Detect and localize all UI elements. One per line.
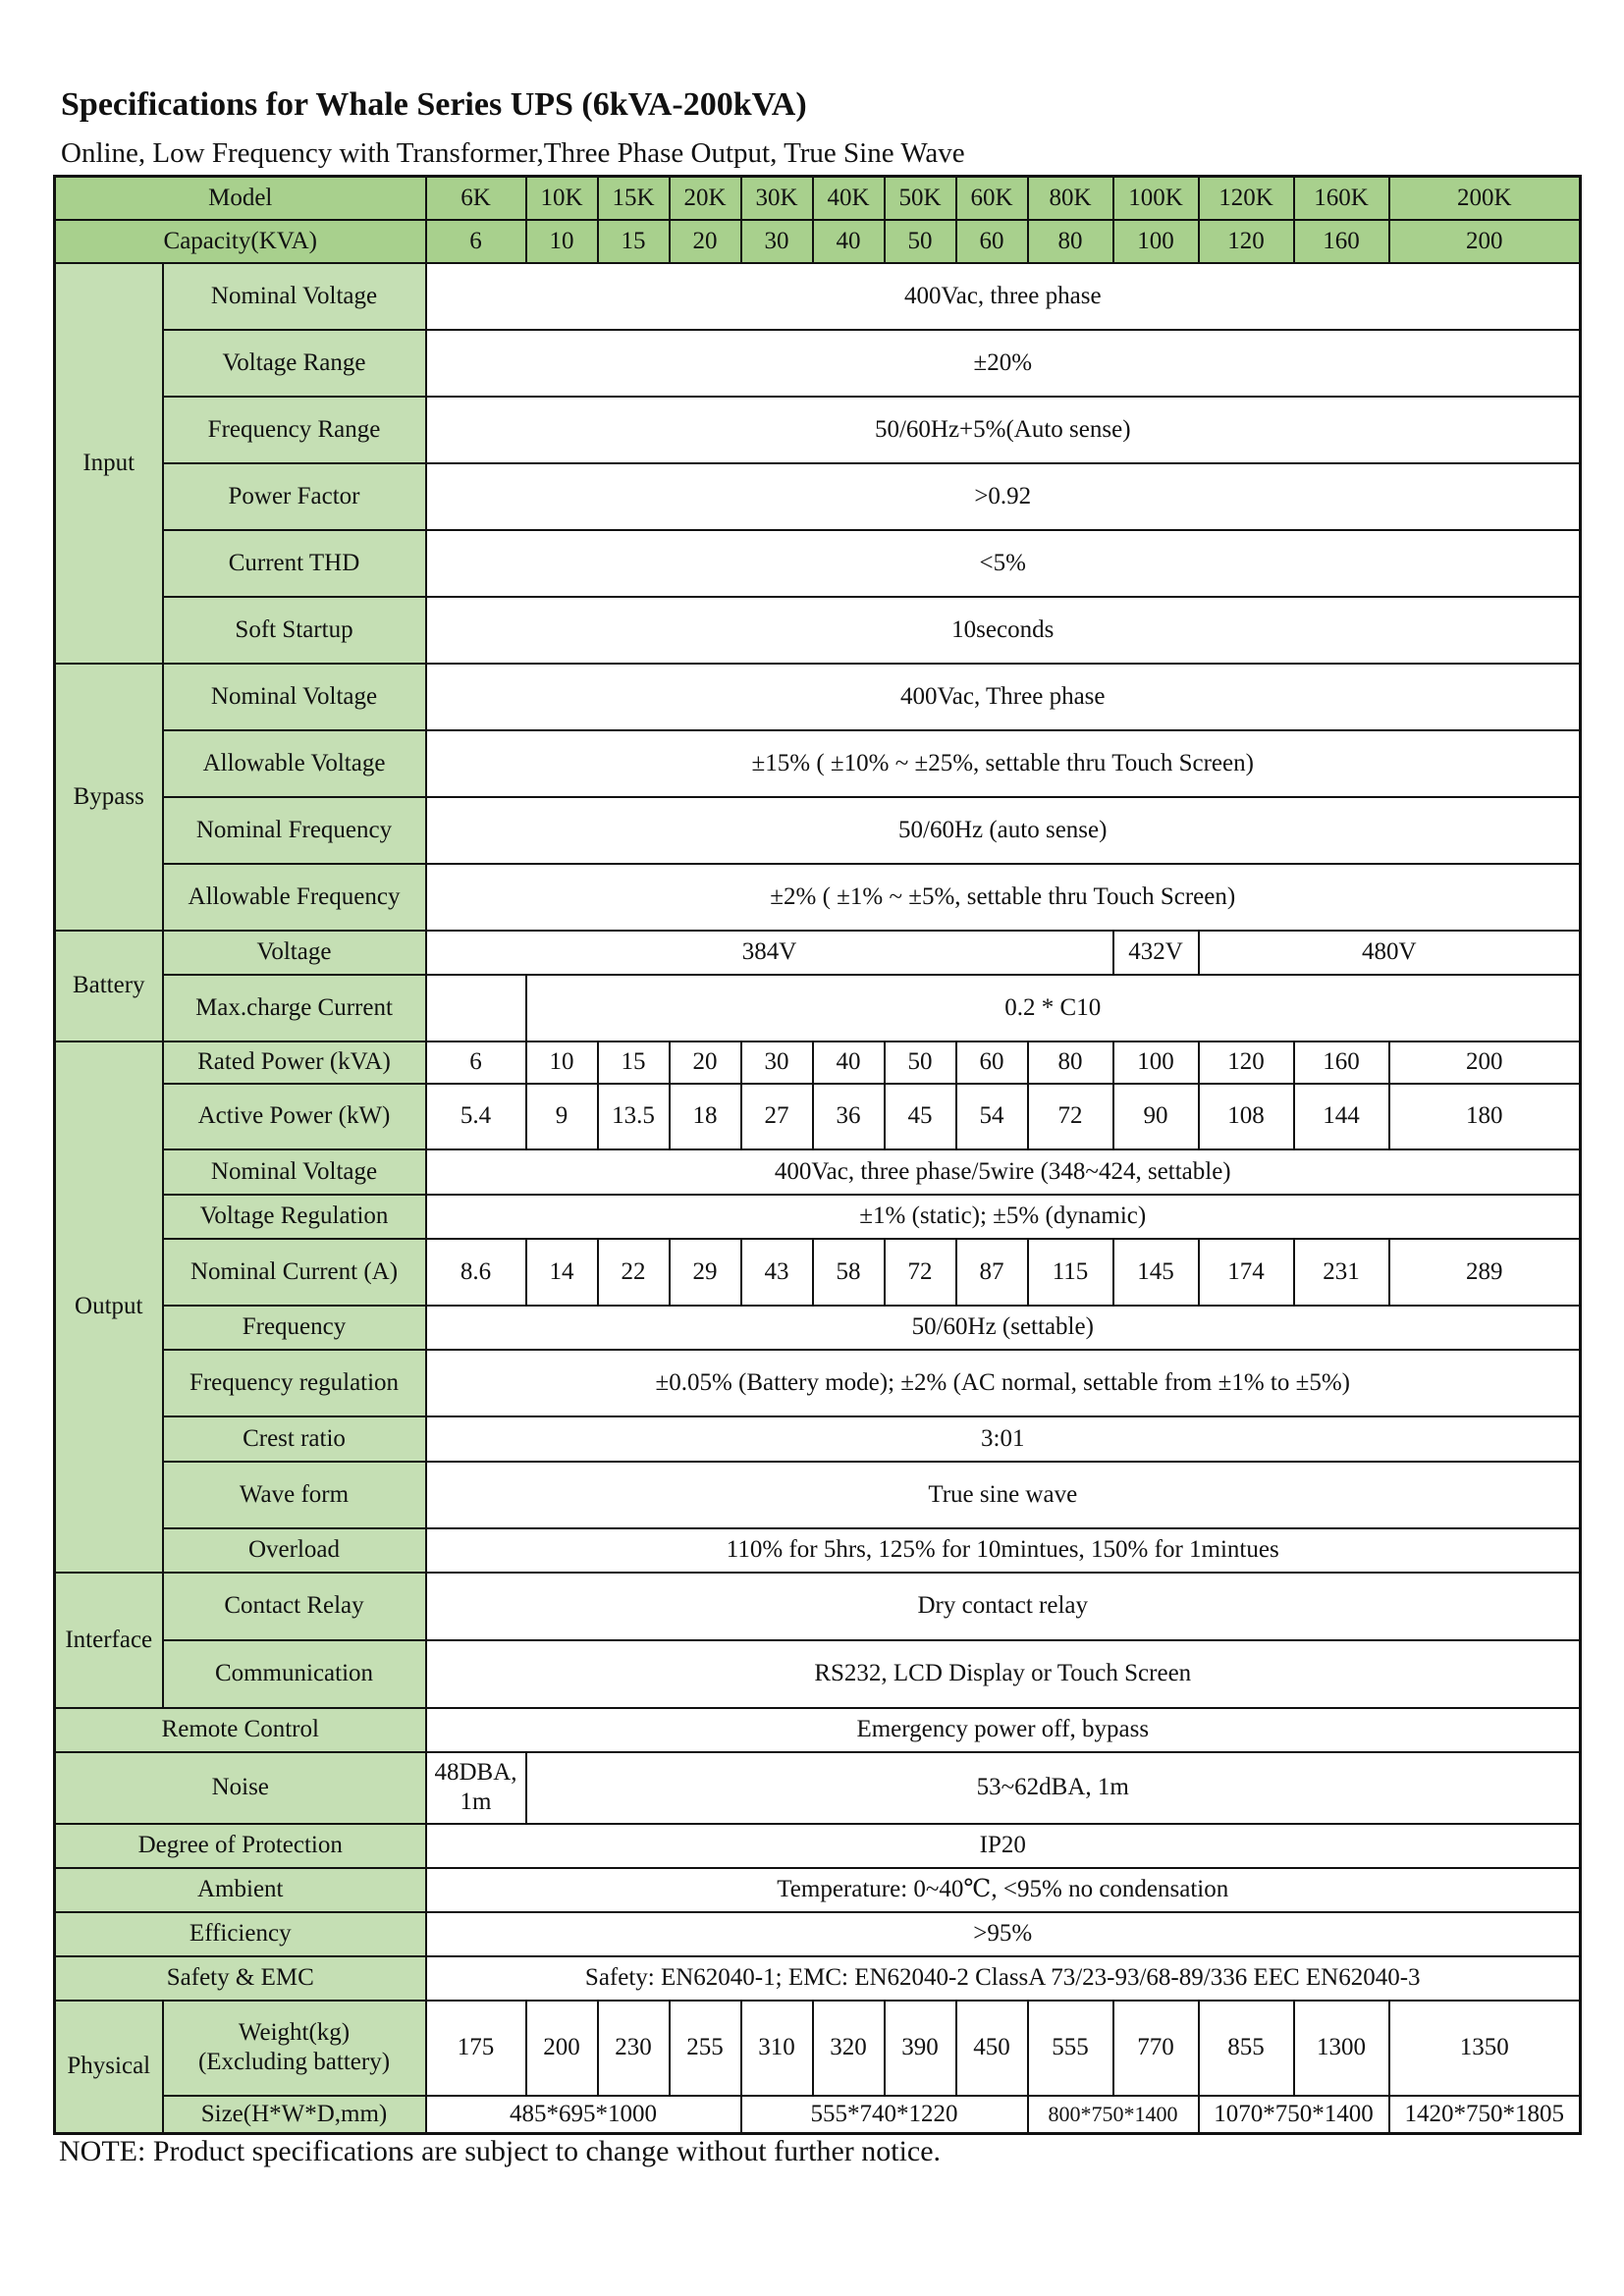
model-cell: 20K bbox=[670, 177, 741, 220]
weight-label-line2: (Excluding battery) bbox=[197, 2049, 391, 2075]
interface-contact-relay-row bbox=[55, 1573, 1581, 1640]
row-label: Wave form bbox=[163, 1462, 426, 1528]
row-value: 53~62dBA, 1m bbox=[526, 1752, 1581, 1824]
empty-cell bbox=[426, 975, 526, 1041]
value-cell: 289 bbox=[1389, 1239, 1581, 1306]
value-cell: 231 bbox=[1294, 1239, 1389, 1306]
bypass-nominal-voltage-row bbox=[55, 664, 1581, 730]
value-cell: 58 bbox=[813, 1239, 885, 1306]
row-label: Power Factor bbox=[163, 463, 426, 530]
row-value: >95% bbox=[426, 1912, 1581, 1956]
row-label: Safety & EMC bbox=[55, 1956, 426, 2001]
specifications-table bbox=[53, 175, 1582, 2135]
row-value: 110% for 5hrs, 125% for 10mintues, 150% for 1mintues bbox=[426, 1528, 1581, 1573]
input-voltage-range-row bbox=[55, 330, 1581, 397]
bypass-nominal-frequency-row bbox=[55, 797, 1581, 864]
row-value: ±2% ( ±1% ~ ±5%, settable thru Touch Screen) bbox=[426, 864, 1581, 931]
value-cell: 6 bbox=[426, 1041, 526, 1084]
value-cell: 108 bbox=[1199, 1084, 1294, 1149]
output-frequency-regulation-row bbox=[55, 1350, 1581, 1416]
size-cell: 1070*750*1400 bbox=[1199, 2096, 1389, 2134]
output-nominal-voltage-row bbox=[55, 1149, 1581, 1195]
value-cell: 115 bbox=[1028, 1239, 1113, 1306]
row-value: 400Vac, three phase/5wire (348~424, settable) bbox=[426, 1149, 1581, 1195]
row-label: Frequency regulation bbox=[163, 1350, 426, 1416]
capacity-cell: 40 bbox=[813, 220, 885, 263]
row-value: RS232, LCD Display or Touch Screen bbox=[426, 1640, 1581, 1708]
model-cell: 40K bbox=[813, 177, 885, 220]
model-cell: 15K bbox=[598, 177, 670, 220]
physical-group-label: Physical bbox=[55, 2001, 163, 2134]
row-label: Max.charge Current bbox=[163, 975, 426, 1041]
value-cell: 72 bbox=[1028, 1084, 1113, 1149]
capacity-cell: 160 bbox=[1294, 220, 1389, 263]
noise-first-value bbox=[426, 1752, 526, 1824]
value-cell: 29 bbox=[670, 1239, 741, 1306]
row-label: Allowable Frequency bbox=[163, 864, 426, 931]
model-cell: 160K bbox=[1294, 177, 1389, 220]
row-value: 400Vac, Three phase bbox=[426, 664, 1581, 730]
model-cell: 60K bbox=[956, 177, 1028, 220]
row-value: 10seconds bbox=[426, 597, 1581, 664]
input-nominal-voltage-row bbox=[55, 263, 1581, 330]
row-value: 50/60Hz (auto sense) bbox=[426, 797, 1581, 864]
value-cell: 54 bbox=[956, 1084, 1028, 1149]
value-cell: 320 bbox=[813, 2001, 885, 2096]
noise-first-line2: 1m bbox=[460, 1789, 492, 1815]
row-label: Frequency bbox=[163, 1306, 426, 1350]
document-subtitle: Online, Low Frequency with Transformer,Three Phase Output, True Sine Wave bbox=[61, 137, 965, 169]
noise-row bbox=[55, 1752, 1581, 1824]
value-cell: 90 bbox=[1113, 1084, 1199, 1149]
row-label: Nominal Frequency bbox=[163, 797, 426, 864]
output-overload-row bbox=[55, 1528, 1581, 1573]
row-label: Voltage bbox=[163, 931, 426, 975]
value-cell: 144 bbox=[1294, 1084, 1389, 1149]
interface-group-label: Interface bbox=[55, 1573, 163, 1708]
value-cell: 145 bbox=[1113, 1239, 1199, 1306]
capacity-cell: 20 bbox=[670, 220, 741, 263]
value-cell: 390 bbox=[885, 2001, 956, 2096]
value-cell: 100 bbox=[1113, 1041, 1199, 1084]
row-value: ±15% ( ±10% ~ ±25%, settable thru Touch Screen) bbox=[426, 730, 1581, 797]
value-cell: 450 bbox=[956, 2001, 1028, 2096]
row-label: Nominal Voltage bbox=[163, 263, 426, 330]
value-cell: 310 bbox=[741, 2001, 813, 2096]
document-title: Specifications for Whale Series UPS (6kVA-200kVA) bbox=[61, 86, 807, 123]
row-label: Communication bbox=[163, 1640, 426, 1708]
row-label: Nominal Voltage bbox=[163, 664, 426, 730]
model-cell: 200K bbox=[1389, 177, 1581, 220]
size-cell: 555*740*1220 bbox=[741, 2096, 1028, 2134]
input-frequency-range-row bbox=[55, 397, 1581, 463]
row-value: ±1% (static); ±5% (dynamic) bbox=[426, 1195, 1581, 1239]
row-label: Remote Control bbox=[55, 1708, 426, 1752]
model-cell: 30K bbox=[741, 177, 813, 220]
row-value: >0.92 bbox=[426, 463, 1581, 530]
input-soft-startup-row bbox=[55, 597, 1581, 664]
row-value: <5% bbox=[426, 530, 1581, 597]
size-cell: 485*695*1000 bbox=[426, 2096, 741, 2134]
row-label: Active Power (kW) bbox=[163, 1084, 426, 1149]
row-label: Nominal Voltage bbox=[163, 1149, 426, 1195]
row-label: Contact Relay bbox=[163, 1573, 426, 1640]
output-frequency-row bbox=[55, 1306, 1581, 1350]
value-cell: 80 bbox=[1028, 1041, 1113, 1084]
output-crest-ratio-row bbox=[55, 1416, 1581, 1462]
row-value: ±20% bbox=[426, 330, 1581, 397]
value-cell: 175 bbox=[426, 2001, 526, 2096]
row-label: Nominal Current (A) bbox=[163, 1239, 426, 1306]
capacity-cell: 100 bbox=[1113, 220, 1199, 263]
input-power-factor-row bbox=[55, 463, 1581, 530]
footnote: NOTE: Product specifications are subject to change without further notice. bbox=[59, 2135, 942, 2167]
bypass-allowable-voltage-row bbox=[55, 730, 1581, 797]
capacity-cell: 80 bbox=[1028, 220, 1113, 263]
capacity-label: Capacity(KVA) bbox=[55, 220, 426, 263]
model-cell: 50K bbox=[885, 177, 956, 220]
noise-first-line1: 48DBA, bbox=[434, 1759, 517, 1786]
value-cell: 27 bbox=[741, 1084, 813, 1149]
model-cell: 10K bbox=[526, 177, 598, 220]
row-label: Efficiency bbox=[55, 1912, 426, 1956]
value-cell: 174 bbox=[1199, 1239, 1294, 1306]
value-cell: 200 bbox=[1389, 1041, 1581, 1084]
weight-label-line1: Weight(kg) bbox=[238, 2019, 351, 2046]
model-cell: 100K bbox=[1113, 177, 1199, 220]
row-value: 400Vac, three phase bbox=[426, 263, 1581, 330]
row-label: Voltage Range bbox=[163, 330, 426, 397]
row-label: Allowable Voltage bbox=[163, 730, 426, 797]
value-cell: 1350 bbox=[1389, 2001, 1581, 2096]
capacity-cell: 60 bbox=[956, 220, 1028, 263]
weight-label bbox=[163, 2001, 426, 2096]
value-cell: 87 bbox=[956, 1239, 1028, 1306]
value-cell: 60 bbox=[956, 1041, 1028, 1084]
remote-control-row bbox=[55, 1708, 1581, 1752]
value-cell: 50 bbox=[885, 1041, 956, 1084]
value-cell: 15 bbox=[598, 1041, 670, 1084]
capacity-cell: 200 bbox=[1389, 220, 1581, 263]
value-cell: 1300 bbox=[1294, 2001, 1389, 2096]
row-value: Dry contact relay bbox=[426, 1573, 1581, 1640]
header-model-row bbox=[55, 177, 1581, 220]
size-cell: 1420*750*1805 bbox=[1389, 2096, 1581, 2134]
capacity-cell: 30 bbox=[741, 220, 813, 263]
row-value: True sine wave bbox=[426, 1462, 1581, 1528]
row-label: Current THD bbox=[163, 530, 426, 597]
input-group-label: Input bbox=[55, 263, 163, 664]
row-value: Safety: EN62040-1; EMC: EN62040-2 ClassA 73/23-93/68-89/336 EEC EN62040-3 bbox=[426, 1956, 1581, 2001]
safety-row bbox=[55, 1956, 1581, 2001]
value-cell: 120 bbox=[1199, 1041, 1294, 1084]
value-cell: 10 bbox=[526, 1041, 598, 1084]
battery-voltage-480: 480V bbox=[1199, 931, 1581, 975]
value-cell: 40 bbox=[813, 1041, 885, 1084]
battery-voltage-row bbox=[55, 931, 1581, 975]
value-cell: 13.5 bbox=[598, 1084, 670, 1149]
capacity-cell: 50 bbox=[885, 220, 956, 263]
physical-size-row bbox=[55, 2096, 1581, 2134]
value-cell: 36 bbox=[813, 1084, 885, 1149]
protection-row bbox=[55, 1824, 1581, 1868]
output-rated-power-row bbox=[55, 1041, 1581, 1084]
row-value: ±0.05% (Battery mode); ±2% (AC normal, settable from ±1% to ±5%) bbox=[426, 1350, 1581, 1416]
value-cell: 45 bbox=[885, 1084, 956, 1149]
row-label: Crest ratio bbox=[163, 1416, 426, 1462]
value-cell: 8.6 bbox=[426, 1239, 526, 1306]
value-cell: 72 bbox=[885, 1239, 956, 1306]
row-label: Soft Startup bbox=[163, 597, 426, 664]
capacity-cell: 10 bbox=[526, 220, 598, 263]
physical-weight-row bbox=[55, 2001, 1581, 2096]
capacity-cell: 6 bbox=[426, 220, 526, 263]
row-label: Rated Power (kVA) bbox=[163, 1041, 426, 1084]
battery-voltage-384: 384V bbox=[426, 931, 1113, 975]
row-value: Temperature: 0~40℃, <95% no condensation bbox=[426, 1868, 1581, 1912]
row-value: 50/60Hz (settable) bbox=[426, 1306, 1581, 1350]
row-label: Ambient bbox=[55, 1868, 426, 1912]
value-cell: 230 bbox=[598, 2001, 670, 2096]
value-cell: 255 bbox=[670, 2001, 741, 2096]
battery-group-label: Battery bbox=[55, 931, 163, 1041]
output-nominal-current-row bbox=[55, 1239, 1581, 1306]
value-cell: 770 bbox=[1113, 2001, 1199, 2096]
output-voltage-regulation-row bbox=[55, 1195, 1581, 1239]
model-cell: 6K bbox=[426, 177, 526, 220]
row-label: Noise bbox=[55, 1752, 426, 1824]
value-cell: 43 bbox=[741, 1239, 813, 1306]
model-label: Model bbox=[55, 177, 426, 220]
battery-voltage-432: 432V bbox=[1113, 931, 1199, 975]
value-cell: 200 bbox=[526, 2001, 598, 2096]
row-label: Size(H*W*D,mm) bbox=[163, 2096, 426, 2134]
value-cell: 5.4 bbox=[426, 1084, 526, 1149]
capacity-cell: 120 bbox=[1199, 220, 1294, 263]
row-label: Voltage Regulation bbox=[163, 1195, 426, 1239]
interface-communication-row bbox=[55, 1640, 1581, 1708]
value-cell: 20 bbox=[670, 1041, 741, 1084]
bypass-allowable-frequency-row bbox=[55, 864, 1581, 931]
output-active-power-row bbox=[55, 1084, 1581, 1149]
ambient-row bbox=[55, 1868, 1581, 1912]
row-value: Emergency power off, bypass bbox=[426, 1708, 1581, 1752]
model-cell: 120K bbox=[1199, 177, 1294, 220]
row-value: 3:01 bbox=[426, 1416, 1581, 1462]
row-label: Overload bbox=[163, 1528, 426, 1573]
output-group-label: Output bbox=[55, 1041, 163, 1573]
battery-max-charge-row bbox=[55, 975, 1581, 1041]
value-cell: 555 bbox=[1028, 2001, 1113, 2096]
value-cell: 18 bbox=[670, 1084, 741, 1149]
value-cell: 14 bbox=[526, 1239, 598, 1306]
value-cell: 30 bbox=[741, 1041, 813, 1084]
header-capacity-row bbox=[55, 220, 1581, 263]
value-cell: 9 bbox=[526, 1084, 598, 1149]
row-value: 50/60Hz+5%(Auto sense) bbox=[426, 397, 1581, 463]
row-value: 0.2 * C10 bbox=[526, 975, 1581, 1041]
capacity-cell: 15 bbox=[598, 220, 670, 263]
efficiency-row bbox=[55, 1912, 1581, 1956]
row-label: Degree of Protection bbox=[55, 1824, 426, 1868]
value-cell: 22 bbox=[598, 1239, 670, 1306]
value-cell: 855 bbox=[1199, 2001, 1294, 2096]
row-label: Frequency Range bbox=[163, 397, 426, 463]
bypass-group-label: Bypass bbox=[55, 664, 163, 931]
row-value: IP20 bbox=[426, 1824, 1581, 1868]
input-current-thd-row bbox=[55, 530, 1581, 597]
output-wave-form-row bbox=[55, 1462, 1581, 1528]
value-cell: 160 bbox=[1294, 1041, 1389, 1084]
model-cell: 80K bbox=[1028, 177, 1113, 220]
size-cell: 800*750*1400 bbox=[1028, 2096, 1199, 2134]
value-cell: 180 bbox=[1389, 1084, 1581, 1149]
